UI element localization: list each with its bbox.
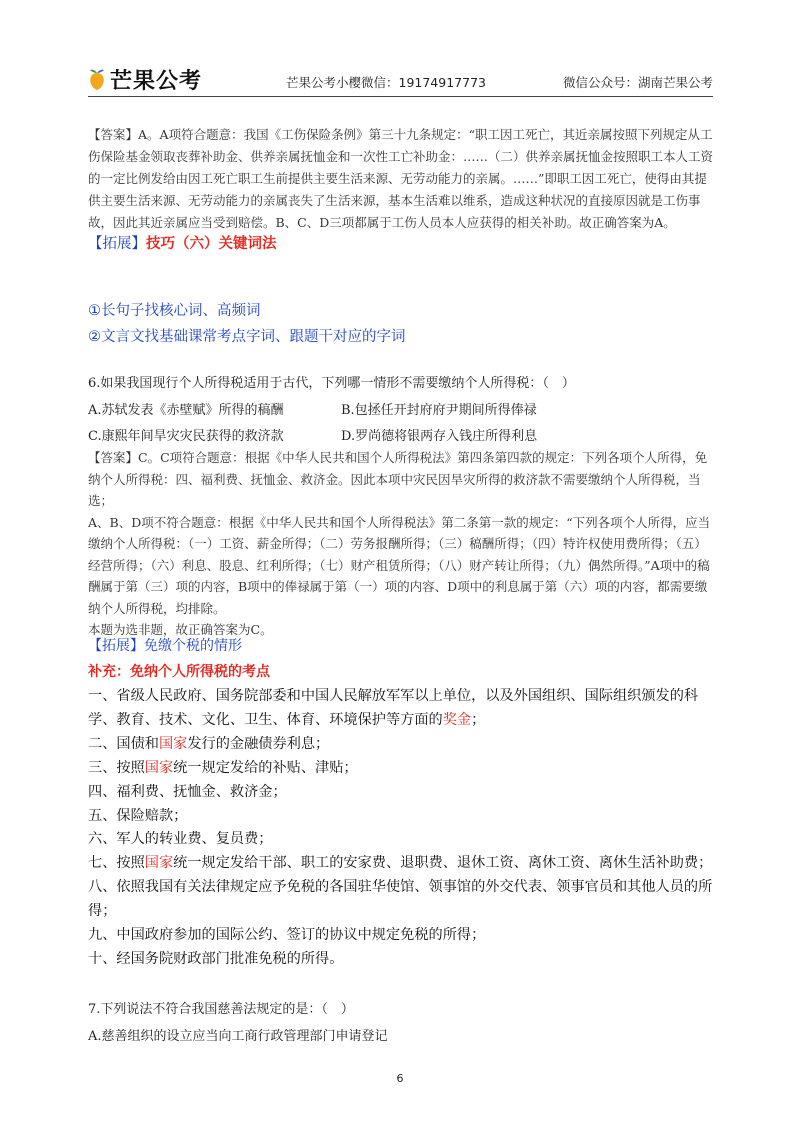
list-item: 三、按照国家统一规定发给的补贴、津贴； bbox=[88, 759, 358, 776]
list-item: 一、省级人民政府、国务院部委和中国人民解放军军以上单位，以及外国组织、国际组织颁发的科学、教育、技术、文化、卫生、体育、环境保护等方面的奖金； bbox=[88, 688, 699, 728]
supplement-list bbox=[88, 685, 713, 972]
logo bbox=[88, 64, 202, 94]
list-item: 四、福利费、抚恤金、救济金； bbox=[88, 783, 287, 800]
answer-text: A。A项符合题意：我国《工伤保险条例》第三十九条规定：“职工因工死亡，其近亲属按照下列规定从工伤保险基金领取丧葬补助金、供养亲属抚恤金和一次性工亡补助金：……（二）供养亲属抚恤金按照职工本人工资的一定比例发给由因工死亡职工生前提供主要生活来源、无劳动能力的亲属。……”即职工因工死亡，使得由其提供主要生活来源、无劳动能力的亲属丧失了生活来源，基本生活难以维系，造成这种状况的直接原因就是工伤事故，因此其近亲属应当受到赔偿。B、C、D三项都属于工伤人员本人应获得的相关补助。故正确答案为A。 bbox=[88, 127, 714, 230]
option-b: B.包拯任开封府府尹期间所得俸禄 bbox=[341, 403, 537, 418]
answer-tag: 【答案】 bbox=[88, 450, 139, 465]
extension-title: 技巧（六）关键词法 bbox=[146, 236, 277, 252]
question-6-stem: 6.如果我国现行个人所得税适用于古代，下列哪一情形不需要缴纳个人所得税：（ ） bbox=[88, 376, 575, 391]
option-a: A.苏轼发表《赤壁赋》所得的稿酬 bbox=[88, 403, 284, 418]
supplement-title: 补充：免纳个人所得税的考点 bbox=[88, 664, 270, 680]
list-item: 九、中国政府参加的国际公约、签订的协议中规定免税的所得； bbox=[88, 927, 486, 944]
extension-bracket: 【拓展】 bbox=[88, 638, 144, 654]
mango-logo-icon bbox=[88, 67, 106, 91]
page-header bbox=[88, 60, 713, 97]
answer-5 bbox=[88, 124, 713, 234]
answer-6 bbox=[88, 447, 713, 641]
header-wechat: 芒果公考小樱微信：19174917773 bbox=[286, 75, 486, 90]
list-item: 七、按照国家统一规定发给干部、职工的安家费、退职费、退休工资、离休工资、离休生活补助费； bbox=[88, 855, 713, 872]
technique-list bbox=[88, 298, 713, 350]
question-6-options bbox=[88, 399, 713, 444]
extension-technique bbox=[88, 234, 713, 254]
technique-item: ②文言文找基础课常考点字词、跟题干对应的字词 bbox=[88, 329, 406, 345]
answer-text: C。C项符合题意：根据《中华人民共和国个人所得税法》第四条第四款的规定：下列各项个人所得，免纳个人所得税：四、福利费、抚恤金、救济金。因此本项中灾民因旱灾所得的救济款不需要缴纳个人所得税，当选； bbox=[88, 450, 708, 508]
extension-title: 免缴个税的情形 bbox=[144, 638, 242, 654]
extension-tax-exempt bbox=[88, 635, 713, 655]
answer-text-3: 本题为选非题，故正确答案为C。 bbox=[88, 622, 273, 637]
option-c: C.康熙年间旱灾灾民获得的救济款 bbox=[88, 429, 284, 444]
logo-text: 芒果公考 bbox=[110, 68, 203, 94]
header-official-account: 微信公众号：湖南芒果公考 bbox=[562, 75, 713, 90]
list-item: 十、经国务院财政部门批准免税的所得。 bbox=[88, 950, 344, 967]
question-7-stem: 7.下列说法不符合我国慈善法规定的是：（ ） bbox=[88, 1002, 354, 1017]
option-d: D.罗尚德将银两存入钱庄所得利息 bbox=[341, 429, 538, 444]
answer-text-2: A、B、D项不符合题意：根据《中华人民共和国个人所得税法》第二条第一款的规定：“下列各项个人所得，应当缴纳个人所得税：（一）工资、薪金所得；（二）劳务报酬所得；（三）稿酬所得；（四）特许权使用费所得；（五）经营所得；（六）利息、股息、红利所得；（七）财产租赁所得；（八）财产转让所得；（九）偶然所得。”A项中的稿酬属于第（三）项的内容，B项中的俸禄属于第（一）项的内容、D项中的利息属于第（六）项的内容，都需要缴纳个人所得税，均排除。 bbox=[88, 514, 711, 616]
page-number: 6 bbox=[396, 1072, 404, 1085]
list-item: 六、军人的转业费、复员费； bbox=[88, 831, 273, 848]
list-item: 二、国债和国家发行的金融债券利息； bbox=[88, 735, 330, 752]
technique-item: ①长句子找核心词、高频词 bbox=[88, 303, 261, 319]
extension-bracket: 【拓展】 bbox=[88, 236, 146, 252]
question-7-option-a: A.慈善组织的设立应当向工商行政管理部门申请登记 bbox=[88, 1029, 388, 1044]
answer-tag: 【答案】 bbox=[88, 127, 139, 142]
list-item: 八、依照我国有关法律规定应予免税的各国驻华使馆、领事馆的外交代表、领事官员和其他人员的所得； bbox=[88, 879, 713, 920]
list-item: 五、保险赔款； bbox=[88, 807, 188, 824]
